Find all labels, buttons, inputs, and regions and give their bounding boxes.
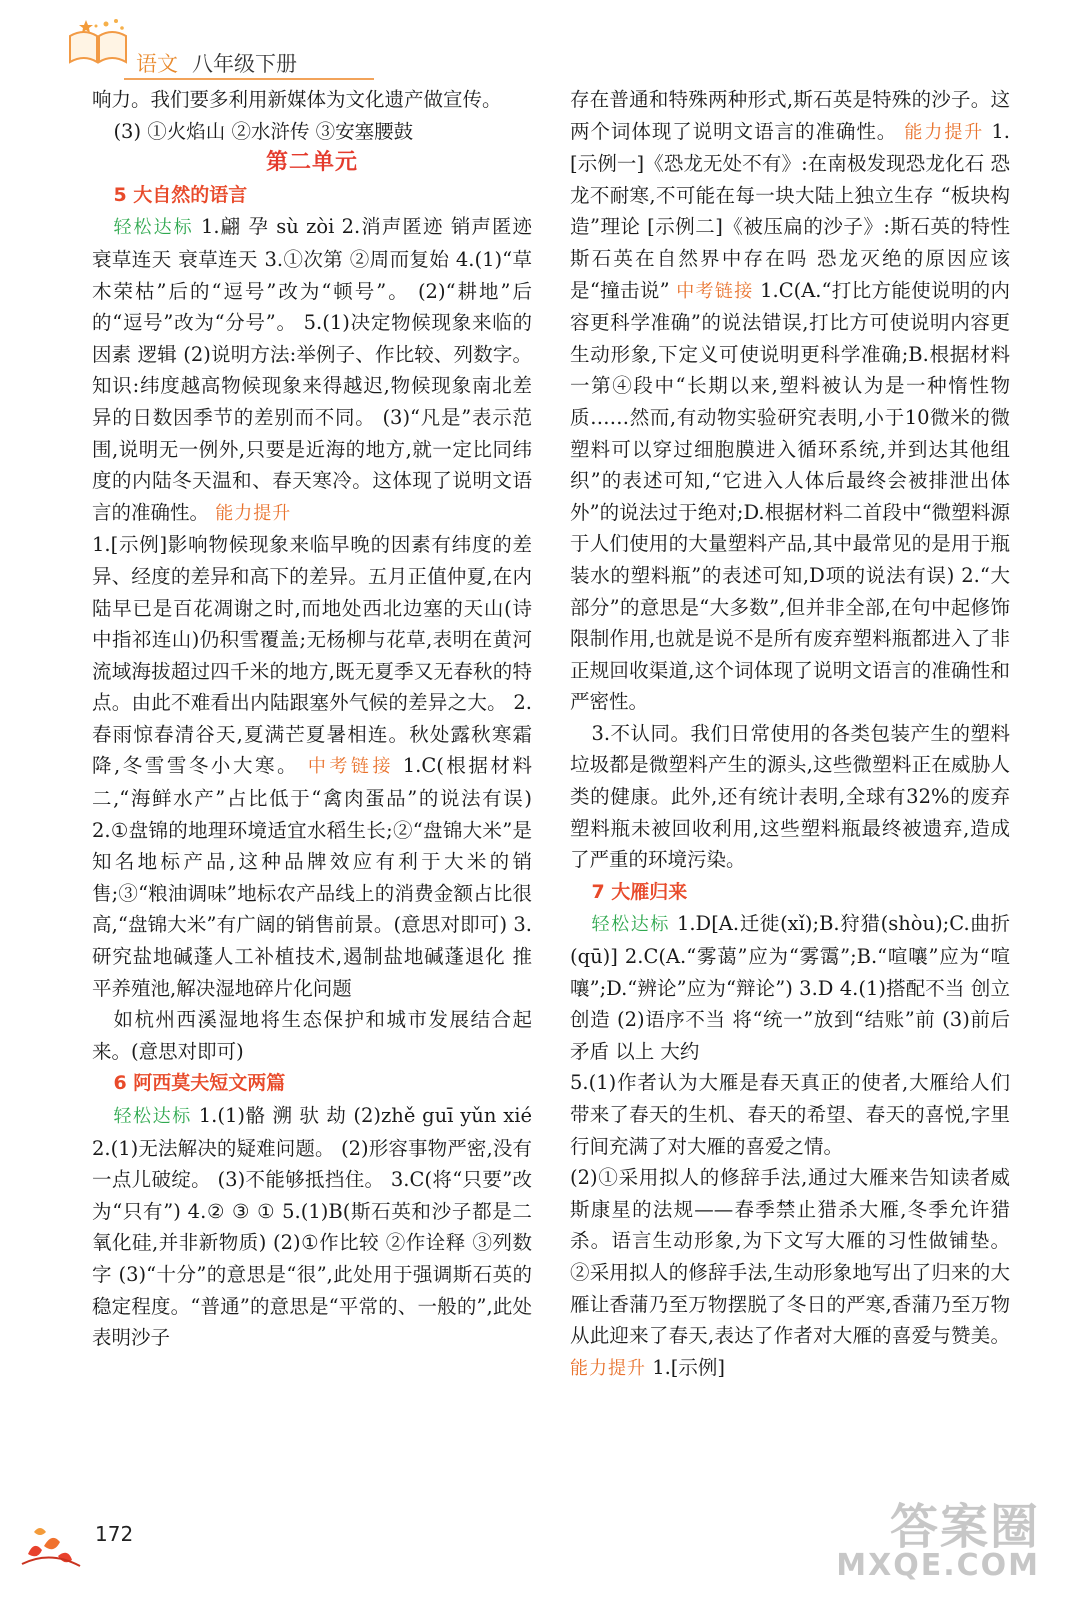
- header-rule: [124, 78, 374, 80]
- paragraph: 5.(1)作者认为大雁是春天真正的使者,大雁给人们带来了春天的生机、春天的希望、春天的喜悦,字里行间充满了对大雁的喜爱之情。: [570, 1071, 1010, 1158]
- right-column: [570, 84, 1010, 1384]
- watermark-text: 答案圈: [889, 1499, 1040, 1555]
- left-column: [92, 84, 532, 1354]
- section-tag: 中考链接: [307, 756, 394, 778]
- section-tag: 轻松达标: [591, 914, 671, 936]
- paragraph: 轻松达标 1.翩 孕 sù zòi 2.消声匿迹 销声匿迹 衰草连天 衰草连天 3.①次第 ②周而复始 4.(1)“草木荣枯”后的“逗号”改为“顿号”。 (2)“耕地”后的“逗号”改为“分号”。 5.(1)决定物候现象来临的因素 逻辑 (2)说明方法:举例子、作比较、列数字。知识:纬度越高物候现象来得越迟,物候现象南北差异的日数因季节的差别而不同。 (3)“凡是”表示范围,说明无一例外,只要是近海的地方,就一定比同纬度的内陆冬天温和、春天寒冷。这体现了说明文语言的准确性。 能力提升: [92, 215, 533, 524]
- unit-title: 第二单元: [265, 150, 358, 176]
- open-book-icon: [66, 16, 130, 70]
- paragraph: 如杭州西溪湿地将生态保护和城市发展结合起来。(意思对即可): [92, 1008, 532, 1063]
- section-tag: 能力提升: [215, 502, 292, 524]
- section-tag: 能力提升: [570, 1357, 646, 1379]
- lesson-title: 6 阿西莫夫短文两篇: [113, 1072, 286, 1095]
- subject-label: 语文: [136, 52, 178, 76]
- section-tag: 轻松达标: [113, 217, 194, 239]
- lesson-title: 5 大自然的语言: [113, 183, 248, 206]
- section-tag: 轻松达标: [113, 1106, 192, 1127]
- watermark: [836, 1488, 1048, 1588]
- paragraph: 3.不认同。我们日常使用的各类包装产生的塑料垃圾都是微塑料产生的源头,这些微塑料正在威胁人类的健康。此外,还有统计表明,全球有32%的废弃塑料瓶未被回收利用,这些塑料瓶最终被遗弃,造成了严重的环境污染。: [570, 721, 1010, 872]
- paragraph: 轻松达标 1.(1)骼 溯 驮 劫 (2)zhě guī yǔn xié 2.(1)无法解决的疑难问题。 (2)形容事物严密,没有一点儿破绽。 (3)不能够抵挡住。 3.C(将“只要”改为“只有”) 4.② ③ ① 5.(1)B(斯石英和沙子都是二氧化硅,并非新物质) (2)①作比较 ②作诠释 ③列数字 (3)“十分”的意思是“很”,此处用于强调斯石英的稳定程度。“普通”的意思是“平常的、一般的”,此处表明沙子: [92, 1104, 533, 1350]
- paragraph: 存在普通和特殊两种形式,斯石英是特殊的沙子。这两个词体现了说明文语言的准确性。 能力提升 1.[示例一]《恐龙无处不有》:在南极发现恐龙化石 恐龙不耐寒,不可能在每一块大陆上独立生存 “板块构造”理论 [示例二]《被压扁的沙子》:斯石英的特性 斯石英在自然界中存在吗 恐龙灭绝的原因应该是“撞击说” 中考链接 1.C(A.“打比方能使说明的内容更科学准确”的说法错误,打比方可使说明内容更生动形象,下定义可使说明更科学准确;B.根据材料一第④段中“长期以来,塑料被认为是一种惰性物质……然而,有动物实验研究表明,小于10微米的微塑料可以穿过细胞膜进入循环系统,并到达其他组织”的表述可知,“它进入人体后最终会被排泄出体外”的说法过于绝对;D.根据材料二首段中“微塑料源于人们使用的大量塑料产品,其中最常见的是用于瓶装水的塑料瓶”的表述可知,D项的说法有误) 2.“大部分”的意思是“大多数”,但并非全部,在句中起修饰限制作用,也就是说不是所有废弃塑料瓶都进入了非正规回收渠道,这个词体现了说明文语言的准确性和严密性。: [570, 88, 1011, 714]
- watermark-url: MXQE.COM: [836, 1548, 1040, 1583]
- section-tag: 中考链接: [676, 280, 754, 302]
- page-header: [66, 16, 386, 76]
- lesson-title: 7 大雁归来: [591, 880, 688, 903]
- grade-label: 八年级下册: [192, 52, 297, 76]
- page-number: 172: [95, 1522, 134, 1546]
- flower-icon: [20, 1510, 100, 1570]
- paragraph: 轻松达标 1.D[A.迁徙(xǐ);B.狩猎(shòu);C.曲折(qū)] 2.C(A.“雾蔼”应为“雾霭”;B.“喧嚷”应为“喧嚷”;D.“辨论”应为“辩论”) 3.D 4.(1)搭配不当 创立 创造 (2)语序不当 将“统一”放到“结账”前 (3)前后矛盾 以上 大约: [570, 912, 1011, 1063]
- text-line: 响力。我们要多利用新媒体为文化遗产做宣传。: [92, 88, 502, 111]
- text-line: (3) ①火焰山 ②水浒传 ③安塞腰鼓: [113, 119, 414, 143]
- section-tag: 能力提升: [904, 121, 985, 143]
- paragraph: (2)①采用拟人的修辞手法,通过大雁来告知读者威斯康星的法规——春季禁止猎杀大雁,冬季允许猎杀。语言生动形象,为下文写大雁的习性做铺垫。 ②采用拟人的修辞手法,生动形象地写出了归来的大雁让香蒲乃至万物摆脱了冬日的严寒,香蒲乃至万物从此迎来了春天,表达了作者对大雁的喜爱与赞美。 能力提升 1.[示例]: [570, 1166, 1010, 1379]
- paragraph: 1.[示例]影响物候现象来临早晚的因素有纬度的差异、经度的差异和高下的差异。五月正值仲夏,在内陆早已是百花凋谢之时,而地处西北边塞的天山(诗中指祁连山)仍积雪覆盖;无杨柳与花草,表明在黄河流域海拔超过四千米的地方,既无夏季又无春秋的特点。由此不难看出内陆跟塞外气候的差异之大。 2.春雨惊春清谷天,夏满芒夏暑相连。秋处露秋寒霜降,冬雪雪冬小大寒。 中考链接 1.C(根据材料二,“海鲜水产”占比低于“禽肉蛋品”的说法有误) 2.①盘锦的地理环境适宜水稻生长;②“盘锦大米”是知名地标产品,这种品牌效应有利于大米的销售;③“粮油调味”地标农产品线上的消费金额占比很高,“盘锦大米”有广阔的销售前景。(意思对即可) 3.研究盐地碱蓬人工补植技术,遏制盐地碱蓬退化 推平养殖池,解决湿地碎片化问题: [92, 533, 533, 1000]
